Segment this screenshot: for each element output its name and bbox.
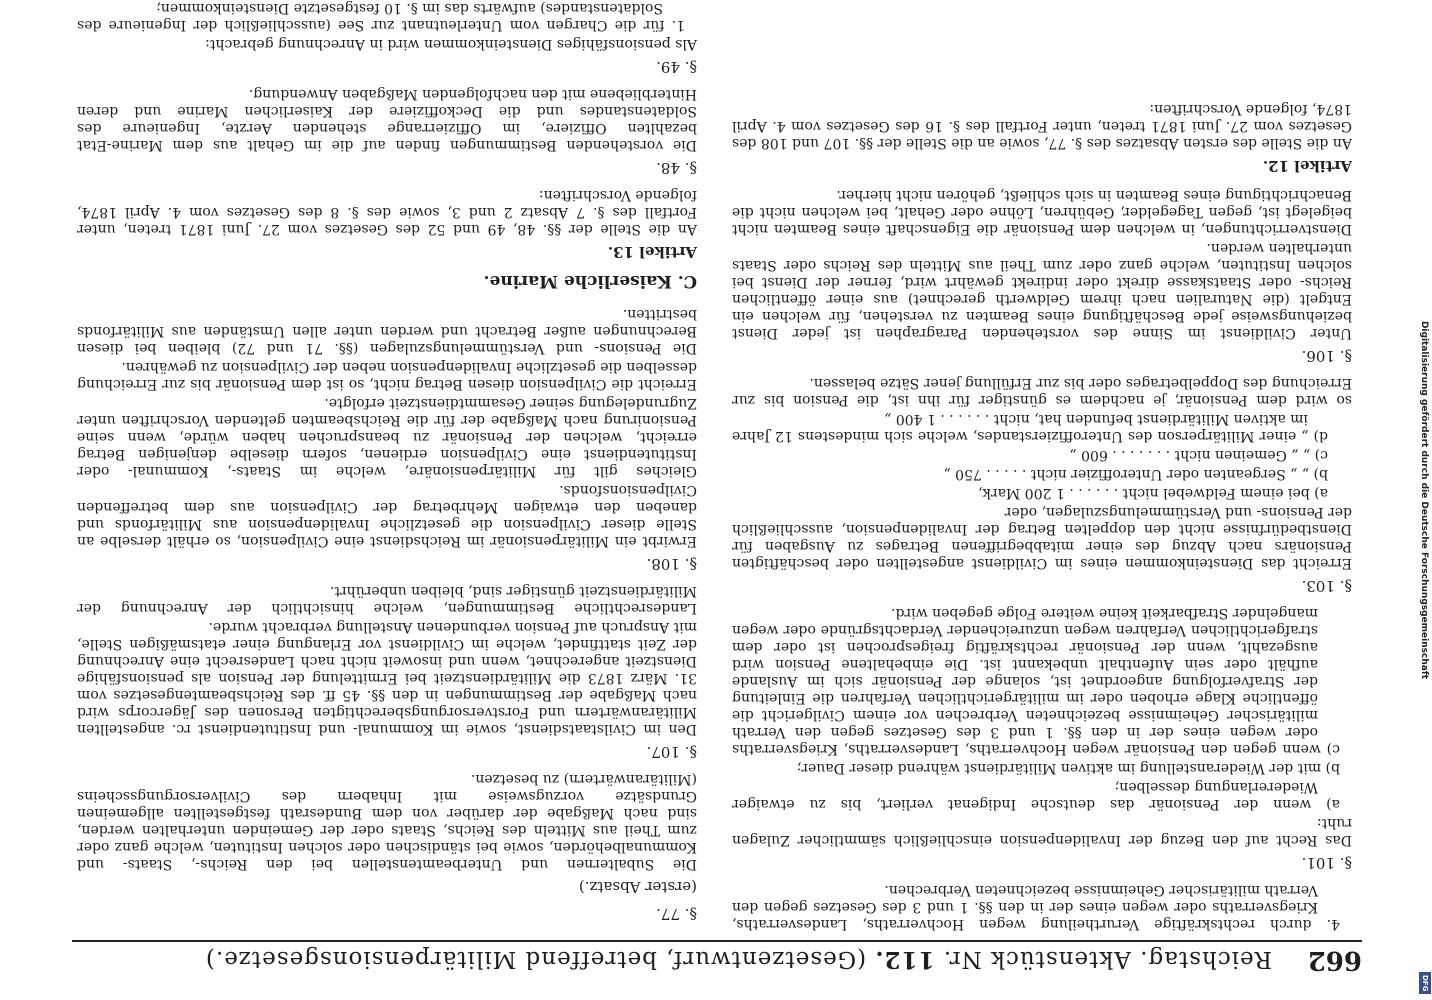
paragraph: b) mit der Wiederanstellung im aktiven Militärdienst während dieser Dauer; bbox=[796, 760, 1340, 776]
section-heading: §. 48. bbox=[656, 159, 697, 177]
paragraph: Die vorstehenden Bestimmungen finden auf die im Gehalt aus dem Marine-Etat bezahlten Offiziere, im Offizierrange stehenden Aerzte, Ingenieure des Soldatenstandes und die Deckoffiziere der Kaiserlichen Marine und deren Hinterbliebene mit den nachfolgenden Maßgaben Anwendung. bbox=[77, 86, 697, 153]
paragraph: An die Stelle der §§. 48, 49 und 52 des Gesetzes vom 27. Juni 1871 treten, unter Fortfall des §. 7 Absatz 2 und 3, sowie des §. 8 des Gesetzes vom 4. April 1874, folgende Vorschriften: bbox=[77, 187, 697, 237]
page-number: 662 bbox=[1307, 945, 1362, 975]
paragraph: Das Recht auf den Bezug der Invalidenpension einschließlich sämmtlicher Zulagen ruht: bbox=[732, 815, 1352, 848]
title-suffix: (Gesetzentwurf, betreffend Militärpensionsgesetze.) bbox=[204, 946, 867, 973]
paragraph: b) „ „ Sergeanten oder Unteroffizier nicht . . . . . 750 „ bbox=[943, 466, 1328, 482]
paragraph: Landesrechtliche Bestimmungen, welche hinsichtlich der Anrechnung der Militärdienstzeit günstiger sind, bleiben unberührt. bbox=[77, 583, 697, 616]
paragraph: 4. durch rechtskräftige Verurtheilung wegen Hochverraths, Landesverraths, Kriegsverraths oder wegen eines der in den §§. 1 und 3 des Gesetzes gegen den Verrath militärischer Geheimnisse bezeichneten Verbrechen. bbox=[732, 882, 1340, 932]
page-title bbox=[205, 947, 1272, 974]
paragraph: so wird dem Pensionär, je nachdem es günstiger für ihn ist, die Pension bis zur Erreichung des Doppelbetrages oder bis zur Erfüllung jener Sätze belassen. bbox=[732, 375, 1352, 408]
paragraph: An die Stelle des ersten Absatzes des §. 77, sowie an die Stelle der §§. 107 und 108 des Gesetzes vom 27. Juni 1871 treten, unter Fortfall des §. 16 des Gesetzes vom 4. April 1874, folgende Vorschriften: bbox=[732, 101, 1352, 151]
paragraph: Die Subalternen und Unterbeamtenstellen bei den Reichs-, Staats- und Kommunalbehörden, sowie bei ständischen oder solchen Instituten, welche ganz oder zum Theil aus Mitteln des Reichs, Staats oder der Gemeinden unterhalten werden, sind nach Maßgabe der darüber von dem Bundesrath festgestellten allgemeinen Grundsätze vorzugsweise mit Inhabern des Civilversorgungsscheins (Militäranwärtern) zu besetzen. bbox=[77, 771, 697, 872]
article-heading: Artikel 12. bbox=[1262, 157, 1352, 175]
paragraph: c) wenn gegen den Pensionär wegen Hochverraths, Landesverraths, Kriegsverraths oder wegen eines der in den §§. 1 und 3 des Gesetzes gegen den Verrath militärischer Geheimnisse bezeichneten Verbrechen vor einem Civilgericht die öffentliche Klage erhoben oder im militärgerichtlichen Verfahren die Einleitung der Strafverfolgung angeordnet ist, solange der Pensionär sich im Auslande aufhält oder sein Aufenthalt unbekannt ist. Die einbehaltene Pension wird ausgezahlt, wenn der Pensionär rechtskräftig freigesprochen ist oder dem strafgerichtlichen Verfahren wegen unzureichender Verdachtsgründe oder wegen mangelnder Strafbarkeit keine weitere Folge gegeben wird. bbox=[732, 605, 1340, 757]
paragraph: 1. für die Chargen vom Unterleutnant zur See (ausschließlich der Ingenieure des Soldatenstandes) aufwärts das im §. 10 festgesetzte Diensteinkommen; bbox=[77, 0, 685, 33]
page-header bbox=[72, 940, 1362, 978]
paragraph: Als pensionsfähiges Diensteinkommen wird in Anrechnung gebracht: bbox=[205, 36, 697, 52]
paragraph: Die Pensions- und Verstümmelungszulagen (§§. 71 und 72) bleiben bei diesen Berechnungen außer Betracht und werden unter allen Umständen aus Militärfonds bestritten. bbox=[77, 306, 697, 356]
section-heading: §. 101. bbox=[1301, 854, 1352, 872]
paragraph: Den im Civilstaatsdienst, sowie im Kommunal- und Institutendienst rc. angestellten Militäranwärtern und Forstversorgungsberechtigten Personen des Jägercorps wird nach Maßgabe der Bestimmungen in den §§. 45 ff. des Reichsbeamtengesetzes vom 31. März 1873 die Militärdienstzeit bei Ermittelung der Pension als pensionsfähige Dienstzeit angerechnet, wenn und insoweit nicht nach Landesrecht eine Anrechnung der Zeit stattfindet, welche im Civildienst vor Erlangung einer etatsmäßigen Stelle, mit Anspruch auf Pension verbundenen Anstellung verbracht wurde. bbox=[77, 619, 697, 737]
paragraph: c) „ „ Gemeinen nicht . . . . . . . 600 „ bbox=[1069, 447, 1328, 463]
paragraph: Erwirbt ein Militärpensionär im Reichsdienst eine Civilpension, so erhält derselbe an Stelle dieser Civilpension die gesetzliche Invalidenpension aus Militärfonds und daneben den etwaigen Mehrbetrag der Civilpension aus dem betreffenden Civilpensionsfonds. bbox=[77, 482, 697, 549]
article-heading: Artikel 13. bbox=[607, 243, 697, 261]
title-prefix: Reichstag. Aktenstück Nr. bbox=[942, 946, 1272, 973]
section-heading: §. 106. bbox=[1301, 347, 1352, 365]
section-heading: §. 108. bbox=[646, 555, 697, 573]
section-heading: (erster Absatz.) bbox=[578, 878, 697, 896]
paragraph: Erreicht die Civilpension diesen Betrag nicht, so ist dem Pensionär bis zur Erreichung desselben die gesetzliche Invalidenpension neben der Civilpension zu gewähren. bbox=[77, 359, 697, 392]
paragraph: Erreicht das Diensteinkommen eines im Civildienst angestellten oder beschäftigten Pensionärs nach Abzug des einer mitabbegriffenen Betrages zu Ausgaben für Dienstbedürfnisse nicht den doppelten Betrag der Invalidenpension, ausschließlich der Pensions- und Verstümmelungszulagen, oder bbox=[732, 504, 1352, 571]
paragraph: a) bei einem Feldwebel nicht . . . . . . 1 200 Mark, bbox=[977, 485, 1328, 501]
digitization-credit bbox=[1418, 30, 1430, 970]
left-column bbox=[732, 98, 1352, 932]
paragraph: Gleiches gilt für Militärpensionäre, welche im Staats-, Kommunal- oder Institutendienst eine Civilpension erdienen, sofern dieselbe denjenigen Betrag erreicht, welchen der Pensionär zu beanspruchen haben würde, wenn seine Pensionirung nach Maßgabe der für die Reichsbeamten geltenden Vorschriften unter Zugrundelegung seiner Gesammtdienstzeit erfolgte. bbox=[77, 395, 697, 479]
right-column bbox=[77, 0, 697, 932]
paragraph: d) „ einer Militärperson des Unteroffizierstandes, welche sich mindestens 12 Jahre im aktiven Militärdienst befunden hat, nicht . . . . . . 1 400 „ bbox=[732, 411, 1328, 444]
credit-text: Digitalisierung gefördert durch die Deutsche Forschungsgemeinschaft bbox=[1419, 320, 1429, 680]
paragraph: Dienstverrichtungen, in welchen dem Pensionär die Eigenschaft eines Beamten nicht beigelegt ist, gegen Tagegelder, Gebühren, Löhne oder Gehalt, bei welchen nicht die Benachrichtigung eines Beamten in sich schließt, gehören nicht hierher. bbox=[732, 187, 1352, 237]
paragraph: a) wenn der Pensionär das deutsche Indigenat verliert, bis zu etwaiger Wiedererlangung desselben; bbox=[732, 779, 1340, 812]
section-heading: §. 103. bbox=[1301, 577, 1352, 595]
section-heading: §. 107. bbox=[646, 743, 697, 761]
dfg-logo bbox=[1419, 972, 1431, 994]
logo-text: DFG bbox=[1421, 974, 1429, 992]
section-heading: §. 49. bbox=[656, 58, 697, 76]
paragraph: Unter Civildienst im Sinne des vorstehenden Paragraphen ist jeder Dienst beziehungsweise jede Beschäftigung eines Beamten zu verstehen, für welchen ein Entgelt (die Naturalien nach ihrem Geldwerth gerechnet) aus einer öffentlichen Reichs- oder Staatskasse direkt oder indirekt gewährt wird, ferner der Dienst bei solchen Instituten, welche ganz oder zum Theil aus Mitteln des Reichs oder Staats unterhalten werden. bbox=[732, 240, 1352, 341]
document-number: 112. bbox=[874, 946, 935, 974]
section-heading: §. 77. bbox=[656, 905, 697, 923]
chapter-title: C. Kaiserliche Marine. bbox=[483, 271, 697, 291]
